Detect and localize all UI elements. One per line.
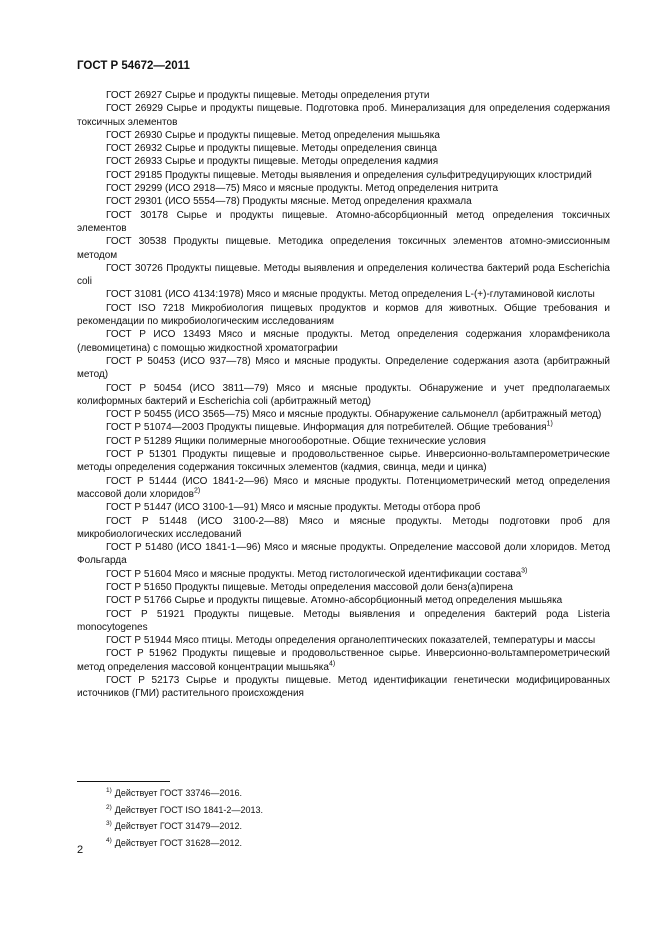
reference-item: ГОСТ 30538 Продукты пищевые. Методика определения токсичных элементов атомно-эмиссионным методом bbox=[77, 236, 610, 261]
footnotes bbox=[106, 785, 263, 851]
footnote-text: Действует ГОСТ 31628—2012. bbox=[114, 837, 242, 848]
reference-item bbox=[77, 647, 610, 674]
footnote-ref[interactable]: 3) bbox=[521, 567, 528, 575]
reference-item: ГОСТ Р 50453 (ИСО 937—78) Мясо и мясные продукты. Определение содержания азота (арбитражный метод) bbox=[77, 355, 610, 381]
reference-item: ГОСТ 30178 Сырье и продукты пищевые. Атомно-абсорбционный метод определения токсичных элементов bbox=[77, 209, 610, 234]
reference-item: ГОСТ Р 51480 (ИСО 1841-1—96) Мясо и мясные продукты. Определение массовой доли хлоридов. Метод Фольгарда bbox=[77, 542, 610, 567]
footnote-mark: 2) bbox=[106, 803, 112, 811]
reference-item: ГОСТ Р 51447 (ИСО 3100-1—91) Мясо и мясные продукты. Методы отбора проб bbox=[106, 502, 481, 514]
footnote-ref[interactable]: 2) bbox=[193, 487, 201, 495]
footnote bbox=[106, 785, 263, 802]
reference-text: ГОСТ Р 51444 (ИСО 1841-2—96) Мясо и мясные продукты. Потенциометрический метод определения массовой доли хлоридов bbox=[77, 475, 610, 500]
reference-item: ГОСТ 29299 (ИСО 2918—75) Мясо и мясные продукты. Метод определения нитрита bbox=[106, 183, 499, 195]
reference-text: ГОСТ Р 51962 Продукты пищевые и продовольственное сырье. Инверсионно-вольтамперометрический метод определения массовой концентрации мышьяка bbox=[77, 648, 610, 673]
reference-item: ГОСТ 30726 Продукты пищевые. Методы выявления и определения количества бактерий рода Escherichia coli bbox=[77, 262, 610, 288]
reference-item: ГОСТ 29185 Продукты пищевые. Методы выявления и определения сульфитредуцирующих клостридий bbox=[106, 169, 592, 181]
reference-item: ГОСТ 29301 (ИСО 5554—78) Продукты мясные. Метод определения крахмала bbox=[106, 196, 472, 208]
reference-item: ГОСТ Р 51944 Мясо птицы. Методы определения органолептических показателей, температуры и массы bbox=[106, 635, 596, 647]
reference-item: ГОСТ Р 50454 (ИСО 3811—79) Мясо и мясные продукты. Обнаружение и учет предполагаемых колиформных бактерий и Escherichia coli (арбитражный метод) bbox=[77, 382, 610, 407]
reference-item: ГОСТ ISO 7218 Микробиология пищевых продуктов и кормов для животных. Общие требования и рекомендации по микробиологическим исследованиям bbox=[77, 302, 610, 328]
footnote-mark: 1) bbox=[106, 787, 112, 794]
footnote bbox=[106, 835, 263, 852]
reference-item: ГОСТ Р 51448 (ИСО 3100-2—88) Мясо и мясные продукты. Методы подготовки проб для микробиологических исследований bbox=[77, 515, 610, 540]
footnote-ref[interactable]: 1) bbox=[546, 421, 553, 429]
reference-item: ГОСТ Р 50455 (ИСО 3565—75) Мясо и мясные продукты. Обнаружение сальмонелл (арбитражный метод) bbox=[106, 409, 602, 421]
footnote bbox=[106, 818, 263, 835]
reference-item bbox=[77, 568, 610, 581]
page-number: 2 bbox=[77, 844, 84, 856]
reference-text: ГОСТ Р 51604 Мясо и мясные продукты. Метод гистологической идентификации состава bbox=[106, 568, 522, 580]
reference-item: ГОСТ 26927 Сырье и продукты пищевые. Методы определения ртути bbox=[106, 90, 430, 101]
reference-list bbox=[77, 89, 610, 701]
footnote-text: Действует ГОСТ ISO 1841-2—2013. bbox=[114, 804, 263, 815]
footnote-text: Действует ГОСТ 33746—2016. bbox=[114, 788, 242, 798]
reference-item bbox=[77, 421, 610, 434]
footnote-mark: 3) bbox=[106, 820, 112, 828]
reference-item: ГОСТ 26932 Сырье и продукты пищевые. Методы определения свинца bbox=[106, 143, 437, 155]
reference-item: ГОСТ 26929 Сырье и продукты пищевые. Подготовка проб. Минерализация для определения содержания токсичных элементов bbox=[77, 103, 610, 128]
reference-item: ГОСТ Р ИСО 13493 Мясо и мясные продукты. Метод определения содержания хлорамфеникола (левомицетина) с помощью жидкостной хроматографии bbox=[77, 329, 610, 354]
reference-item: ГОСТ 26930 Сырье и продукты пищевые. Метод определения мышьяка bbox=[106, 129, 440, 141]
reference-item: ГОСТ Р 51766 Сырье и продукты пищевые. Атомно-абсорбционный метод определения мышьяка bbox=[106, 595, 563, 607]
reference-item: ГОСТ 31081 (ИСО 4134:1978) Мясо и мясные продукты. Метод определения L-(+)-глутаминовой кислоты bbox=[106, 289, 595, 301]
footnote-text: Действует ГОСТ 31479—2012. bbox=[114, 821, 242, 832]
reference-item: ГОСТ Р 51301 Продукты пищевые и продовольственное сырье. Инверсионно-вольтамперометрические методы определения содержания токсичных элементов (кадмия, свинца, меди и цинка) bbox=[77, 449, 610, 474]
reference-item: ГОСТ Р 51289 Ящики полимерные многооборотные. Общие технические условия bbox=[106, 435, 486, 447]
footnote bbox=[106, 802, 263, 819]
reference-item: ГОСТ Р 51650 Продукты пищевые. Методы определения массовой доли бенз(а)пирена bbox=[106, 581, 513, 593]
reference-item: ГОСТ 26933 Сырье и продукты пищевые. Методы определения кадмия bbox=[106, 156, 439, 168]
footnote-mark: 4) bbox=[106, 836, 112, 844]
document-header: ГОСТ Р 54672—2011 bbox=[77, 60, 190, 72]
footnote-ref[interactable]: 4) bbox=[328, 660, 336, 668]
footnote-separator bbox=[77, 781, 170, 782]
reference-item bbox=[77, 475, 610, 502]
reference-text: ГОСТ Р 51074—2003 Продукты пищевые. Информация для потребителей. Общие требования bbox=[106, 422, 547, 434]
reference-item: ГОСТ Р 51921 Продукты пищевые. Методы выявления и определения бактерий рода Listeria monocytogenes bbox=[77, 608, 610, 633]
reference-item: ГОСТ Р 52173 Сырье и продукты пищевые. Метод идентификации генетически модифицированных источников (ГМИ) растительного происхождения bbox=[77, 675, 610, 700]
